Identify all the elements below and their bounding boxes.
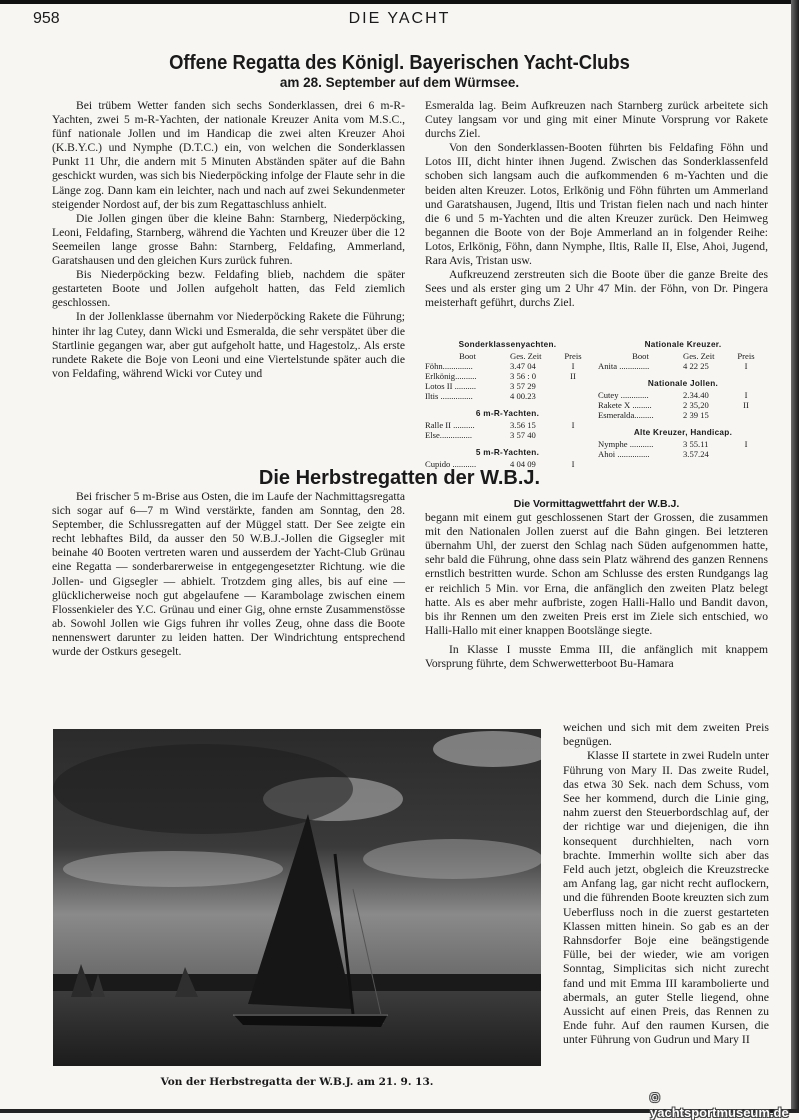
results-row	[598, 400, 768, 410]
results-group-title: Alte Kreuzer, Handicap.	[633, 428, 733, 437]
results-header-row	[598, 351, 768, 361]
results-row	[598, 410, 768, 420]
total-time: 4 00.23	[510, 391, 536, 401]
paragraph: Aufkreuzend zerstreuten sich die Boote über die ganze Breite des Sees und als erster ging um 2 Uhr 47 Min. der Föhn, von Dr. Pingera meisterhaft geführt, durchs Ziel.	[425, 268, 768, 310]
results-row	[598, 390, 768, 400]
paragraph: Von den Sonderklassen-Booten führten bis Feldafing Föhn und Lotos III, dicht hinter ihnen Jugend. Zwischen das Sonderklassenfeld schoben sich langsam auch die aufkommenden 6 m-Yachten und die beiden alten Kreuzer. Lotos, Erlkönig und Föhn führten um Ammerland und Garatshausen, Jugend, Iltis und Tristan fielen nach und nach hinter die 6 und 5 m-Yachten und die alten Kreuzer zurück. Den Heimweg begannen die Boote von der Boje Ammerland an in folgender Reihe: Lotos, Erlkönig, Föhn, dann Nymphe, Iltis, Ralle II, Else, Ahoi, Jugend, Rara Avis, Tristan usw.	[425, 141, 768, 268]
results-group-title: Sonderklassenyachten.	[458, 340, 557, 349]
boat-name: Föhn..............	[425, 361, 473, 371]
results-table-left	[425, 338, 590, 469]
prize	[558, 430, 588, 440]
prize: I	[744, 361, 748, 371]
header-boat: Boot	[459, 351, 476, 361]
total-time: 2.34.40	[683, 390, 709, 400]
section-subheading: Die Vormittagwettfahrt der W.B.J.	[513, 498, 680, 510]
boat-name: Else...............	[425, 430, 473, 440]
prize: I	[744, 439, 748, 449]
header-time: Ges. Zeit	[510, 351, 542, 361]
total-time: 3 57 29	[510, 381, 536, 391]
paragraph: weichen und sich mit dem zweiten Preis begnügen.	[563, 720, 769, 749]
boat-name: Esmeralda.........	[598, 410, 654, 420]
total-time: 4 22 25	[683, 361, 709, 371]
results-row	[425, 381, 590, 391]
header-prize: Preis	[564, 351, 582, 361]
results-group-title: 5 m-R-Yachten.	[475, 448, 540, 457]
boat-name: Lotos II ..........	[425, 381, 477, 391]
scan-right-edge	[791, 0, 799, 1113]
results-row	[425, 361, 590, 371]
article1-column-2	[425, 99, 768, 310]
boat-name: Ralle II ..........	[425, 420, 475, 430]
spacer	[425, 440, 590, 446]
running-head: DIE YACHT	[348, 10, 451, 27]
boat-name: Cutey .............	[598, 390, 649, 400]
spacer	[598, 420, 768, 426]
paragraph: Bei trübem Wetter fanden sich sechs Sonderklassen, drei 6 m-R-Yachten, zwei 5 m-R-Yachten, der nationale Kreuzer Anita vom M.S.C., fünf nationale Jollen und im Handicap die zwei alten Kreuzer Ahoi (K.B.Y.C.) und Nymphe (D.T.C.) ein, von welchen die Sonderklassen Punkt 11 Uhr, die andern mit 5 Minuten Abständen später auf die Bahn geschickt wurden, was sich bis Niederpöcking infolge der Flaute sehr in die Länge zog. Dann kam ein leichter, nach und nach auf zwei Sekundenmeter steigender Nordost auf, der bis zum Regattaschluss anhielt.	[52, 99, 405, 211]
header-time: Ges. Zeit	[683, 351, 715, 361]
results-header-row	[425, 351, 590, 361]
total-time: 3 55.11	[683, 439, 709, 449]
prize: I	[571, 420, 575, 430]
paragraph: Bis Niederpöcking bezw. Feldafing blieb, nachdem die später gestarteten Boote und Jollen aufgeholt hatten, das Feld ziemlich geschlossen.	[52, 268, 405, 310]
article1-column-1	[52, 99, 405, 381]
prize	[558, 391, 588, 401]
results-group-title: 6 m-R-Yachten.	[475, 409, 540, 418]
total-time: 3 56 : 0	[510, 371, 537, 381]
article2-column-1	[52, 490, 405, 659]
article2-column-2	[425, 497, 768, 671]
boat-name: Nymphe ...........	[598, 439, 654, 449]
results-group-title: Nationale Kreuzer.	[644, 340, 722, 349]
article2-title: Die Herbstregatten der W.B.J.	[258, 467, 541, 489]
results-row	[598, 449, 768, 459]
sailboat-photo	[53, 729, 541, 1066]
article2-column-3	[563, 720, 769, 1047]
article1-subtitle: am 28. September auf dem Würmsee.	[279, 75, 520, 90]
prize	[731, 449, 761, 459]
total-time: 2 39 15	[683, 410, 709, 420]
total-time: 3.57.24	[683, 449, 709, 459]
header-prize: Preis	[737, 351, 755, 361]
results-table-right	[598, 338, 768, 459]
results-row	[425, 420, 590, 430]
results-row	[425, 371, 590, 381]
boat-name: Cupido ...........	[425, 459, 477, 469]
results-row	[425, 430, 590, 440]
paragraph: In der Jollenklasse übernahm vor Niederpöcking Rakete die Führung; hinter ihr lag Cutey, dann Wicki und Esmeralda, die sehr verspätet über die Startlinie gegangen war, aber gut aufgeholt hatte, und Hagestolz,. Als erste rundete Rakete die Boje von Leoni und eine Viertelstunde später auch die von Feldafing, während Wicki vor Cutey und	[52, 310, 405, 380]
scan-top-edge	[0, 0, 799, 4]
sailboat-photo-illustration	[53, 729, 541, 1066]
boat-name: Ahoi ...............	[598, 449, 650, 459]
total-time: 2 35,20	[683, 400, 709, 410]
results-row	[598, 439, 768, 449]
photo-caption: Von der Herbstregatta der W.B.J. am 21. 9. 13.	[160, 1076, 434, 1088]
total-time: 4 04 09	[510, 459, 536, 469]
results-row	[598, 361, 768, 371]
boat-name: Rakete X .........	[598, 400, 652, 410]
paragraph: Bei frischer 5 m-Brise aus Osten, die im Laufe der Nachmittagsregatta sich sogar auf 6—7 m Wind verstärkte, fanden am Sonntag, den 28. September, die Schlussregatten auf der Müggel statt. Der See zeigte ein recht lebhaftes Bild, da ausser den 50 W.B.J.-Jollen die Gigsegler mit beinahe 40 Booten vertreten waren und ausserdem der Yacht-Club Grünau eine Regatta — sonderbarerweise in entgegengesetzter Richtung. wie die Jollen- und Gigsegler — abhielt. Trotzdem ging alles, bis auf eine — glücklicherweise noch gut abgelaufene — Karambolage zwischen einem Flossenkieler des Y.C. Grünau und einer Gig, ohne ernste Zusammenstösse ab. Sowohl Jollen wie Gigs fuhren ihr volles Zeug, ohne dass die Boote nennenswert darunter zu leiden hatten. Der Windrichtung entsprechend wurde der Ostkurs gesegelt.	[52, 490, 405, 659]
prize: I	[571, 361, 575, 371]
watermark: © yachtsportmuseum.de	[650, 1090, 789, 1120]
paragraph: begann mit einem gut geschlossenen Start der Grossen, die zusammen mit den Nationalen Jollen zuerst auf die Bahn gingen. Bei letzteren übernahm Uhl, der zuerst den Schlag nach Süden aufgenommen hatte, sehr bald die Führung, ohne dass sein Platz während des ganzen Rennens ernstlich bestritten wurde. Schon am Schlusse des ersten Rundgangs lag er reichlich 5 Min. vor Erna, die anfänglich den zweiten Platz belegt hatte. Als es aber mehr aufbriste, zogen Halli-Hallo und Bandit davon, bis ihr Rennen um den zweiten Preis erst im Ziele sich entschied, wo Halli-Hallo mit einer knappen Bootslänge siegte.	[425, 511, 768, 637]
boat-name: Anita ..............	[598, 361, 650, 371]
paragraph: Die Jollen gingen über die kleine Bahn: Starnberg, Niederpöcking, Leoni, Feldafing, Starnberg, während die Yachten und Kreuzer über die 12 Seemeilen lange grosse Bahn: Starnberg, Feldafing, Ammerland, Garatshausen und den gleichen Kurs zurück fuhren.	[52, 211, 405, 268]
prize	[731, 410, 761, 420]
prize: I	[571, 459, 575, 469]
total-time: 3.56 15	[510, 420, 536, 430]
article1-title: Offene Regatta des Königl. Bayerischen Yacht-Clubs	[169, 52, 630, 74]
spacer	[425, 401, 590, 407]
spacer	[598, 371, 768, 377]
prize	[558, 381, 588, 391]
boat-name: Iltis ...............	[425, 391, 473, 401]
results-row	[425, 391, 590, 401]
paragraph: Esmeralda lag. Beim Aufkreuzen nach Starnberg zurück arbeitete sich Cutey langsam vor und ging mit einer Minute Vorsprung vor Rakete durchs Ziel.	[425, 99, 768, 141]
prize: I	[744, 390, 748, 400]
paragraph: In Klasse I musste Emma III, die anfänglich mit knappem Vorsprung führte, dem Schwerwetterboot Bu-Hamara	[425, 642, 768, 671]
total-time: 3.47 04	[510, 361, 536, 371]
total-time: 3 57 40	[510, 430, 536, 440]
prize: II	[570, 371, 576, 381]
prize: II	[743, 400, 749, 410]
page-number: 958	[33, 10, 60, 27]
results-group-title: Nationale Jollen.	[647, 379, 719, 388]
header-boat: Boot	[632, 351, 649, 361]
boat-name: Erlkönig..........	[425, 371, 477, 381]
paragraph: Klasse II startete in zwei Rudeln unter Führung von Mary II. Das zweite Rudel, das etwa 30 Sek. nach dem Schuss, vom See her kommend, durch die Linie ging, nahm zuerst den Steuerbordschlag auf, der der richtige war und diejenigen, die ihn konsequent durchhielten, nach vorn brachte. Immerhin wollte sich aber das Feld auch jetzt, obgleich die Kreuzstrecke am Anfang lag, gar nicht recht auflockern, und die führenden Boote kreuzten sich zum Ueberfluss noch in die zuerst gestarteten Klassen mitten hinein. So gab es an der Rahnsdorfer Boje eine beängstigende Fülle, bei der wieder, wie am vorigen Sonntag, Simplicitas sich nicht zurecht fand und mit Emma III karambolierte und abermals, an guter Stelle liegend, ohne Aussicht auf einen Preis, das Rennen zu Ende fuhr. Auf den raumen Kursen, die unter Führung von Gudrun und Mary II	[563, 748, 769, 1047]
